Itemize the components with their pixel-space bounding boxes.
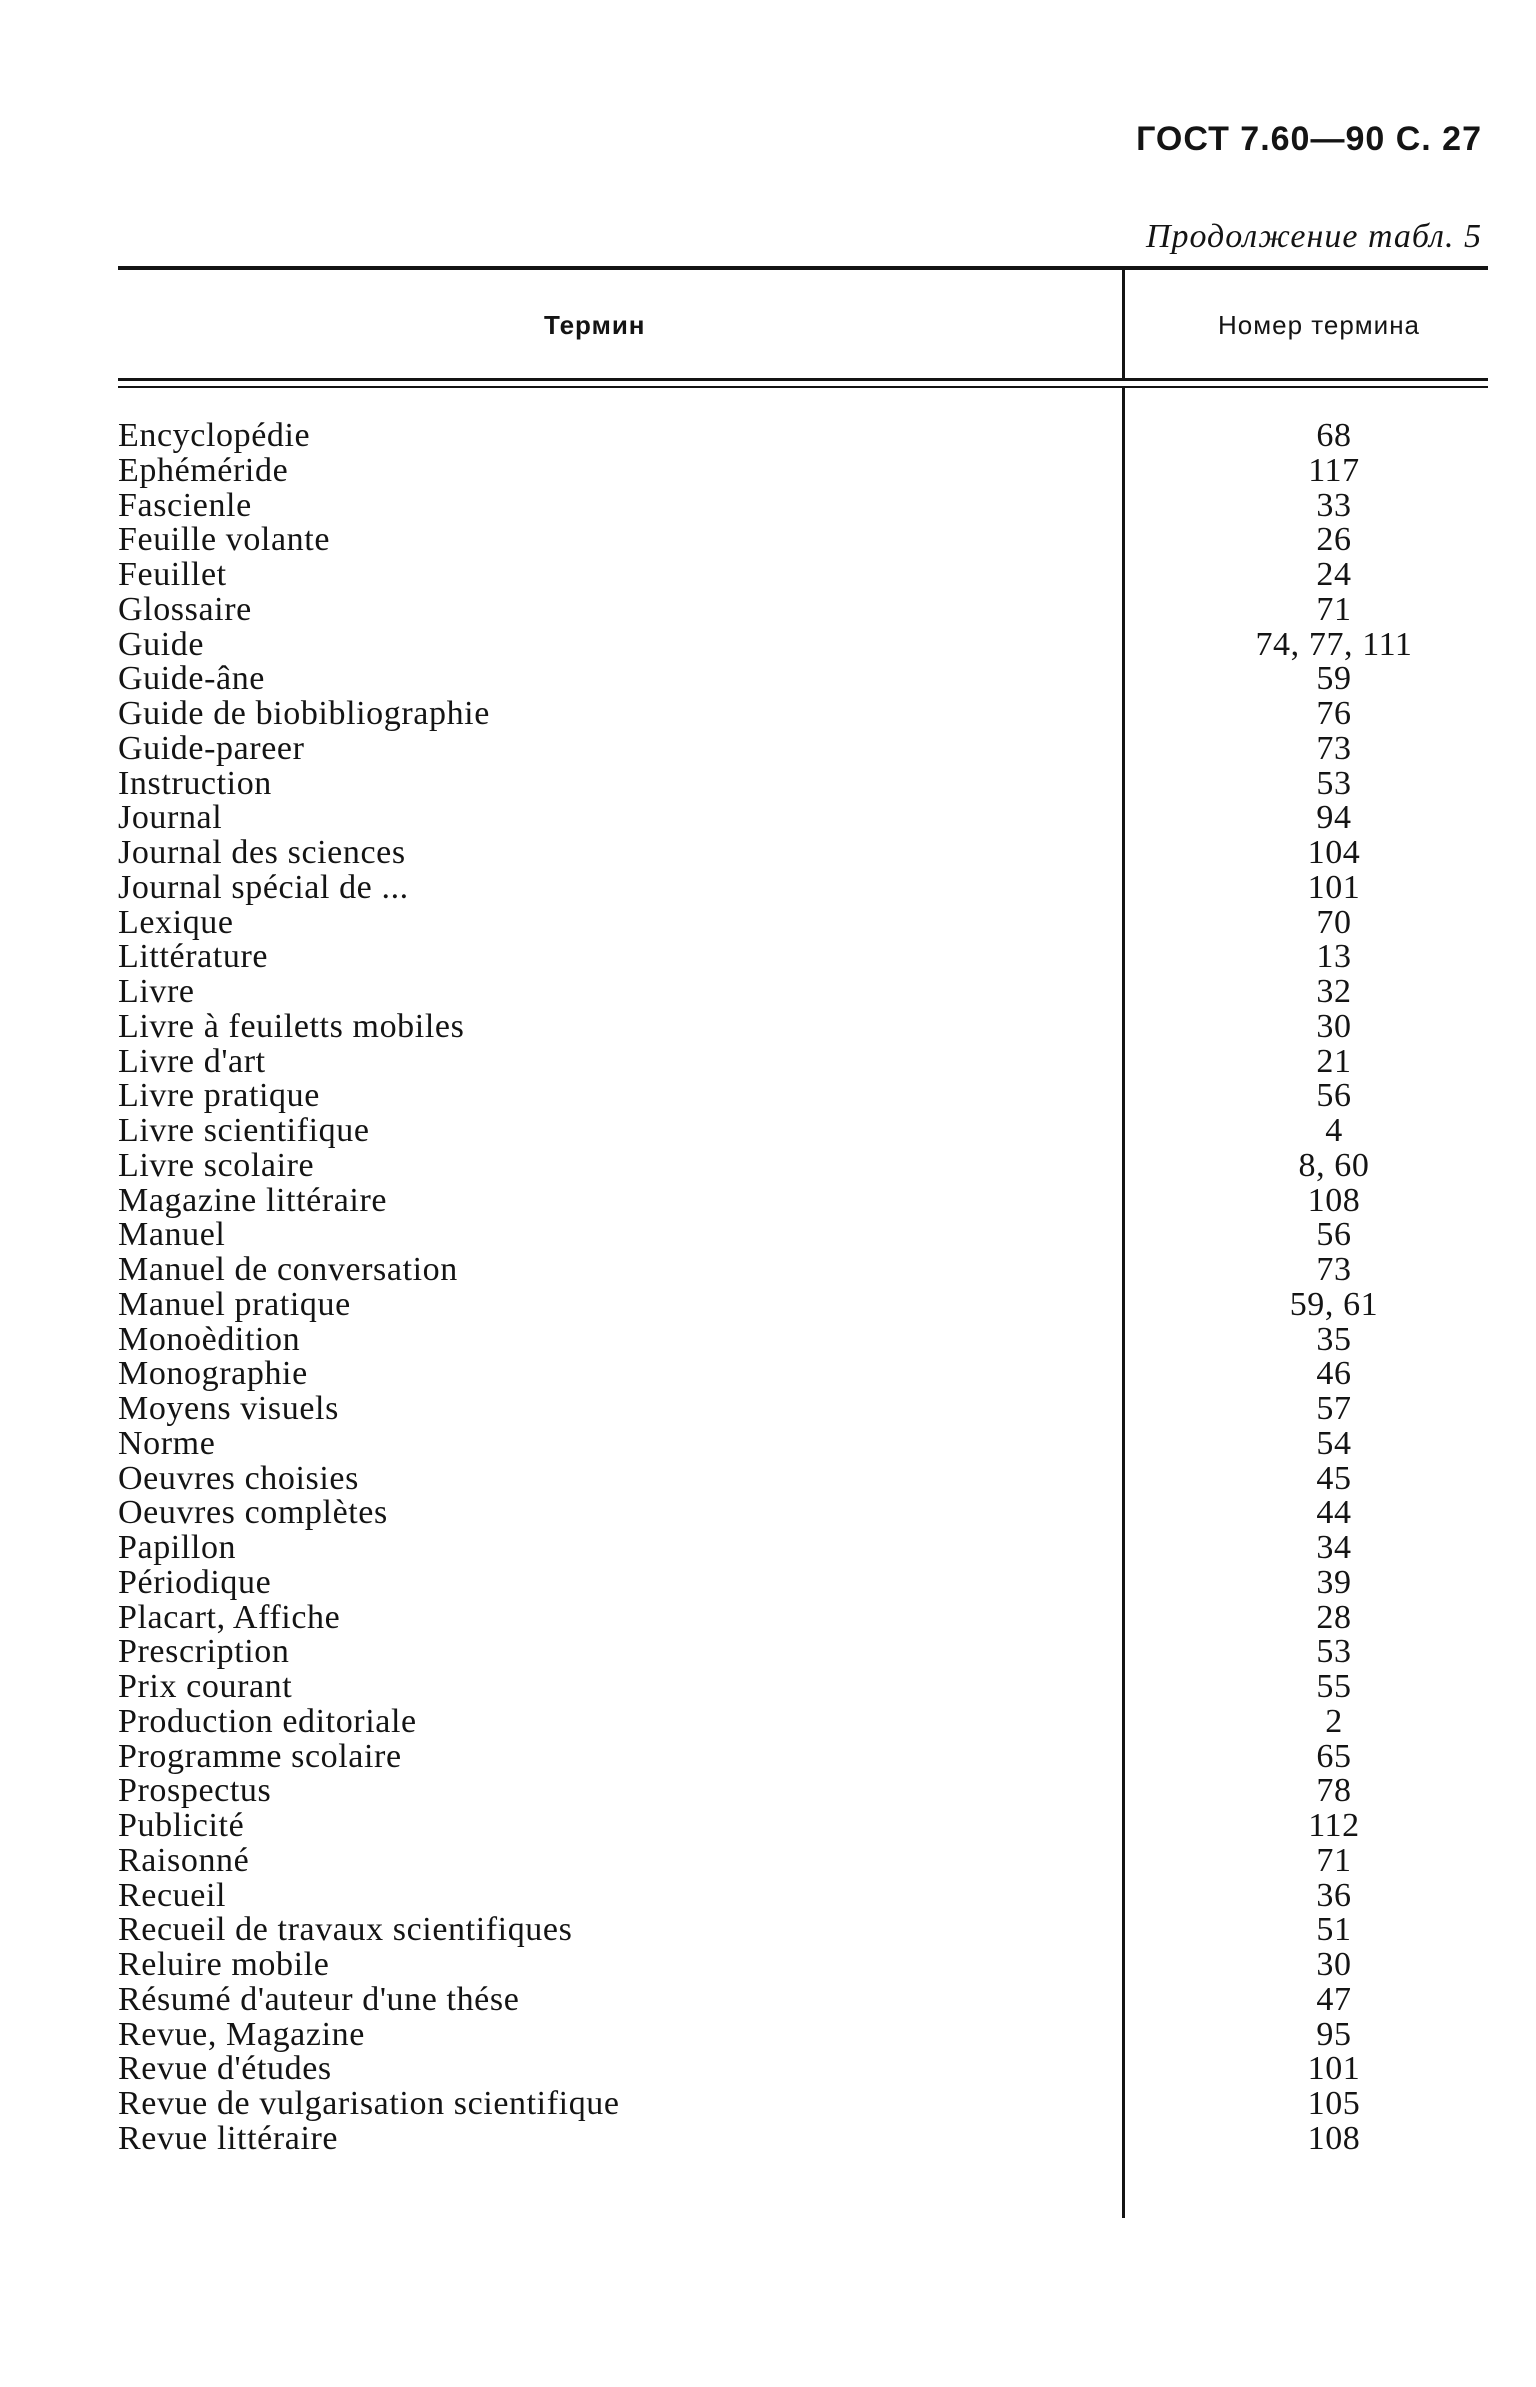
term-cell: Guide-âne bbox=[118, 660, 265, 698]
table-row bbox=[0, 1912, 1536, 1947]
term-cell: Résumé d'auteur d'une thése bbox=[118, 1980, 520, 2018]
term-number-cell: 24 bbox=[1316, 556, 1352, 593]
term-cell: Guide-pareer bbox=[118, 729, 305, 767]
term-number-cell: 53 bbox=[1316, 764, 1352, 802]
term-cell: Moyens visuels bbox=[118, 1390, 339, 1427]
term-number-cell: 32 bbox=[1316, 973, 1352, 1010]
table-header-rule bbox=[118, 378, 1488, 381]
term-cell: Livre à feuiletts mobiles bbox=[118, 1007, 465, 1045]
table-row bbox=[0, 2017, 1536, 2052]
term-cell: Manuel bbox=[118, 1216, 226, 1254]
term-number-cell: 73 bbox=[1316, 1251, 1352, 1288]
term-cell: Norme bbox=[118, 1424, 216, 1462]
term-cell: Prescription bbox=[118, 1633, 290, 1671]
table-row bbox=[0, 1217, 1536, 1252]
term-number-cell: 21 bbox=[1316, 1042, 1352, 1080]
table-row bbox=[0, 870, 1536, 905]
term-number-cell: 26 bbox=[1316, 521, 1352, 559]
term-cell: Prix courant bbox=[118, 1668, 293, 1705]
table-row bbox=[0, 522, 1536, 557]
table-row bbox=[0, 766, 1536, 801]
term-number-cell: 70 bbox=[1316, 903, 1352, 941]
table-row bbox=[0, 939, 1536, 974]
term-cell: Manuel pratique bbox=[118, 1285, 351, 1323]
table-row bbox=[0, 1947, 1536, 1982]
term-number-cell: 35 bbox=[1316, 1320, 1352, 1358]
term-cell: Oeuvres complètes bbox=[118, 1494, 388, 1532]
term-number-cell: 78 bbox=[1316, 1772, 1352, 1810]
table-row bbox=[0, 661, 1536, 696]
term-cell: Monoèdition bbox=[118, 1320, 301, 1358]
term-number-cell: 30 bbox=[1316, 1007, 1352, 1045]
term-cell: Journal spécial de ... bbox=[118, 868, 409, 906]
term-number-cell: 76 bbox=[1316, 695, 1352, 732]
term-number-cell: 101 bbox=[1307, 868, 1361, 906]
term-cell: Livre bbox=[118, 973, 195, 1010]
term-number-cell: 112 bbox=[1308, 1807, 1360, 1844]
term-cell: Guide bbox=[118, 625, 205, 663]
term-cell: Magazine littéraire bbox=[118, 1181, 388, 1219]
term-cell: Guide de biobibliographie bbox=[118, 695, 490, 732]
table-continuation-caption: Продолжение табл. 5 bbox=[1145, 218, 1482, 255]
term-cell: Raisonné bbox=[118, 1841, 250, 1879]
table-row bbox=[0, 1982, 1536, 2017]
table-row bbox=[0, 592, 1536, 627]
term-cell: Feuillet bbox=[118, 556, 227, 593]
term-cell: Programme scolaire bbox=[118, 1737, 402, 1775]
term-cell: Instruction bbox=[118, 764, 272, 802]
term-number-cell: 101 bbox=[1307, 2050, 1361, 2088]
table-row bbox=[0, 453, 1536, 488]
term-cell: Livre pratique bbox=[118, 1077, 320, 1115]
table-top-rule bbox=[118, 266, 1488, 270]
table-row bbox=[0, 1113, 1536, 1148]
term-cell: Livre d'art bbox=[118, 1042, 266, 1080]
term-number-cell: 2 bbox=[1325, 1702, 1343, 1740]
table-row bbox=[0, 1044, 1536, 1079]
table-row bbox=[0, 1495, 1536, 1530]
term-cell: Périodique bbox=[118, 1563, 272, 1601]
term-number-cell: 34 bbox=[1316, 1529, 1352, 1566]
term-cell: Manuel de conversation bbox=[118, 1251, 458, 1288]
table-row bbox=[0, 418, 1536, 453]
term-cell: Papillon bbox=[118, 1529, 237, 1566]
table-row bbox=[0, 696, 1536, 731]
table-row bbox=[0, 1287, 1536, 1322]
table-row bbox=[0, 835, 1536, 870]
term-cell: Recueil de travaux scientifiques bbox=[118, 1911, 573, 1949]
term-cell: Reluire mobile bbox=[118, 1946, 330, 1983]
term-cell: Recueil bbox=[118, 1876, 227, 1914]
term-number-cell: 53 bbox=[1316, 1633, 1352, 1671]
term-cell: Oeuvres choisies bbox=[118, 1459, 359, 1497]
table-row bbox=[0, 488, 1536, 523]
term-cell: Livre scolaire bbox=[118, 1146, 315, 1184]
term-cell: Fascienle bbox=[118, 486, 252, 524]
term-number-cell: 94 bbox=[1316, 799, 1352, 837]
term-number-cell: 44 bbox=[1316, 1494, 1352, 1532]
table-row bbox=[0, 1426, 1536, 1461]
term-number-cell: 8, 60 bbox=[1298, 1146, 1370, 1184]
term-cell: Revue, Magazine bbox=[118, 2015, 365, 2053]
table-row bbox=[0, 1322, 1536, 1357]
term-number-cell: 74, 77, 111 bbox=[1255, 625, 1413, 663]
term-cell: Glossaire bbox=[118, 590, 252, 628]
term-number-cell: 65 bbox=[1316, 1737, 1352, 1775]
table-row bbox=[0, 1565, 1536, 1600]
term-cell: Revue littéraire bbox=[118, 2119, 339, 2157]
term-number-cell: 105 bbox=[1307, 2085, 1361, 2122]
table-row bbox=[0, 1252, 1536, 1287]
term-number-cell: 104 bbox=[1307, 834, 1361, 871]
column-header-term: Термин bbox=[544, 310, 646, 340]
term-number-cell: 73 bbox=[1316, 729, 1352, 767]
table-header-divider bbox=[1122, 270, 1125, 378]
term-number-cell: 57 bbox=[1316, 1390, 1352, 1427]
term-number-cell: 33 bbox=[1316, 486, 1352, 524]
term-number-cell: 28 bbox=[1316, 1598, 1352, 1636]
table-header-rule-second bbox=[118, 386, 1488, 388]
term-number-cell: 54 bbox=[1316, 1424, 1352, 1462]
term-cell: Monographie bbox=[118, 1355, 308, 1393]
table-row bbox=[0, 1148, 1536, 1183]
table-row bbox=[0, 2086, 1536, 2121]
term-number-cell: 71 bbox=[1316, 1841, 1352, 1879]
term-number-cell: 59 bbox=[1316, 660, 1352, 698]
term-number-cell: 46 bbox=[1316, 1355, 1352, 1393]
term-number-cell: 55 bbox=[1316, 1668, 1352, 1705]
table-row bbox=[0, 731, 1536, 766]
term-number-cell: 59, 61 bbox=[1289, 1285, 1379, 1323]
table-row bbox=[0, 1356, 1536, 1391]
table-row bbox=[0, 1773, 1536, 1808]
table-row bbox=[0, 1009, 1536, 1044]
table-row bbox=[0, 1183, 1536, 1218]
term-cell: Publicité bbox=[118, 1807, 245, 1844]
column-header-number: Номер термина bbox=[1218, 310, 1421, 340]
table-row bbox=[0, 905, 1536, 940]
term-cell: Encyclopédie bbox=[118, 417, 311, 454]
term-number-cell: 68 bbox=[1316, 417, 1352, 454]
term-cell: Livre scientifique bbox=[118, 1112, 370, 1149]
term-cell: Prospectus bbox=[118, 1772, 272, 1810]
term-number-cell: 71 bbox=[1316, 590, 1352, 628]
table-row bbox=[0, 1739, 1536, 1774]
table-row bbox=[0, 1634, 1536, 1669]
term-number-cell: 30 bbox=[1316, 1946, 1352, 1983]
term-cell: Journal des sciences bbox=[118, 834, 406, 871]
term-number-cell: 95 bbox=[1316, 2015, 1352, 2053]
term-number-cell: 56 bbox=[1316, 1216, 1352, 1254]
term-number-cell: 36 bbox=[1316, 1876, 1352, 1914]
table-row bbox=[0, 1461, 1536, 1496]
table-row bbox=[0, 1669, 1536, 1704]
term-cell: Revue de vulgarisation scientifique bbox=[118, 2085, 620, 2122]
term-number-cell: 108 bbox=[1307, 2119, 1361, 2157]
term-cell: Littérature bbox=[118, 938, 269, 976]
table-row bbox=[0, 2121, 1536, 2156]
term-number-cell: 13 bbox=[1316, 938, 1352, 976]
table-row bbox=[0, 1843, 1536, 1878]
term-number-cell: 56 bbox=[1316, 1077, 1352, 1115]
term-number-cell: 117 bbox=[1308, 451, 1360, 489]
table-row bbox=[0, 1530, 1536, 1565]
table-row bbox=[0, 557, 1536, 592]
term-number-cell: 51 bbox=[1316, 1911, 1352, 1949]
table-row bbox=[0, 1600, 1536, 1635]
term-cell: Placart, Affiche bbox=[118, 1598, 341, 1636]
term-cell: Production editoriale bbox=[118, 1702, 417, 1740]
term-number-cell: 39 bbox=[1316, 1563, 1352, 1601]
table-row bbox=[0, 1391, 1536, 1426]
page-header: ГОСТ 7.60—90 С. 27 bbox=[1136, 120, 1482, 158]
term-cell: Revue d'études bbox=[118, 2050, 332, 2088]
table-row bbox=[0, 800, 1536, 835]
term-cell: Journal bbox=[118, 799, 223, 837]
term-cell: Lexique bbox=[118, 903, 234, 941]
table-row bbox=[0, 1878, 1536, 1913]
table-row bbox=[0, 1078, 1536, 1113]
term-cell: Feuille volante bbox=[118, 521, 331, 559]
term-number-cell: 47 bbox=[1316, 1980, 1352, 2018]
term-number-cell: 45 bbox=[1316, 1459, 1352, 1497]
table-row bbox=[0, 1808, 1536, 1843]
table-row bbox=[0, 974, 1536, 1009]
table-body bbox=[0, 418, 1536, 2156]
term-number-cell: 4 bbox=[1325, 1112, 1343, 1149]
term-number-cell: 108 bbox=[1307, 1181, 1361, 1219]
table-row bbox=[0, 2051, 1536, 2086]
table-row bbox=[0, 1704, 1536, 1739]
table-row bbox=[0, 627, 1536, 662]
term-cell: Ephéméride bbox=[118, 451, 289, 489]
